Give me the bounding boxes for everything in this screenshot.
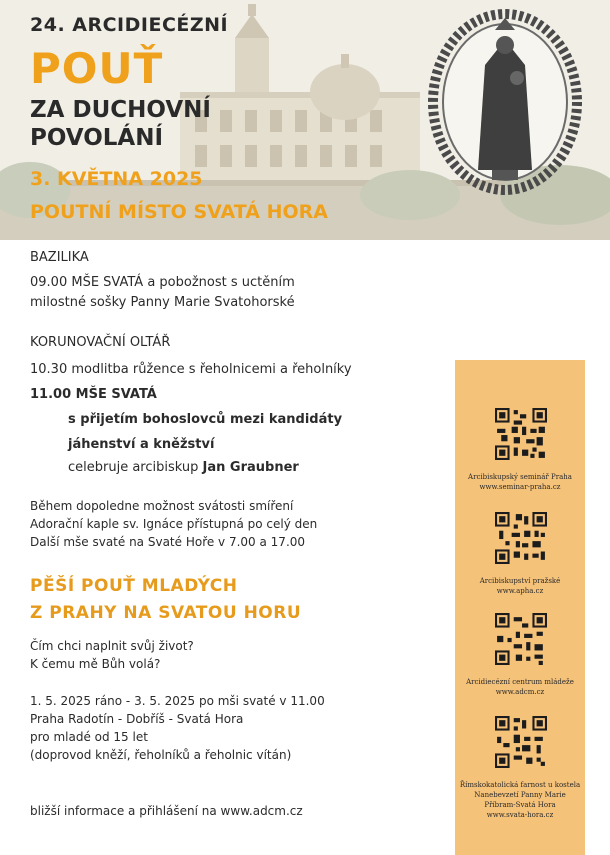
sidebar-caption-3 <box>455 677 585 697</box>
note-3: Další mše svaté na Svaté Hoře v 7.00 a 17.00 <box>30 535 306 549</box>
celebrant-prefix: celebruje arcibiskup <box>68 460 199 475</box>
qr-code-icon[interactable] <box>495 716 547 768</box>
header-line1: 24. ARCIDIECÉZNÍ <box>30 14 229 36</box>
sidebar-name-3: Arcidiecézní centrum mládeže <box>466 678 574 686</box>
youth-detail-3: pro mladé od 15 let <box>30 730 148 744</box>
oltar-line1: 10.30 modlitba růžence s řeholnicemi a řeholníky <box>30 362 352 377</box>
bazilika-line1: 09.00 MŠE SVATÁ a pobožnost s uctěním <box>30 275 295 290</box>
qr-code-icon[interactable] <box>495 408 547 460</box>
madonna-wreath-icon <box>433 14 577 190</box>
sidebar-url-3[interactable]: www.adcm.cz <box>495 688 545 696</box>
sidebar-name-4a: Římskokatolická farnost u kostela <box>459 781 581 789</box>
hero-banner <box>0 0 610 240</box>
youth-question-1: Čím chci naplnit svůj život? <box>30 639 194 653</box>
sidebar-url-4[interactable]: www.svata-hora.cz <box>486 811 554 819</box>
note-1: Během dopoledne možnost svátosti smíření <box>30 499 294 513</box>
header-date: 3. KVĚTNA 2025 <box>30 168 203 190</box>
sidebar-caption-4 <box>455 780 585 820</box>
youth-heading-1: PĚŠÍ POUŤ MLADÝCH <box>30 576 238 596</box>
sidebar-name-4b: Nanebevzetí Panny Marie <box>474 791 566 799</box>
sidebar-caption-2 <box>455 576 585 596</box>
youth-detail-1: 1. 5. 2025 ráno - 3. 5. 2025 po mši svaté v 11.00 <box>30 694 325 708</box>
qr-code-icon[interactable] <box>495 613 547 665</box>
youth-heading-2: Z PRAHY NA SVATOU HORU <box>30 603 302 623</box>
sidebar-name-4c: Příbram-Svatá Hora <box>484 801 556 809</box>
bazilika-heading: BAZILIKA <box>30 250 89 265</box>
qr-code-icon[interactable] <box>495 512 547 564</box>
note-2: Adorační kaple sv. Ignáce přístupná po celý den <box>30 517 318 531</box>
qr-sidebar <box>455 360 585 855</box>
oltar-line2: 11.00 MŠE SVATÁ <box>30 387 157 402</box>
header-line4: POVOLÁNÍ <box>30 125 164 151</box>
header-title: POUŤ <box>30 44 164 93</box>
oltar-line3: s přijetím bohoslovců mezi kandidáty <box>68 412 343 427</box>
oltar-line5 <box>68 460 299 476</box>
oltar-line4: jáhenství a kněžství <box>68 437 215 452</box>
youth-detail-2: Praha Radotín - Dobříš - Svatá Hora <box>30 712 244 726</box>
sidebar-name-1: Arcibiskupský seminář Praha <box>468 473 572 481</box>
bazilika-line2: milostné sošky Panny Marie Svatohorské <box>30 295 295 310</box>
oltar-heading: KORUNOVAČNÍ OLTÁŘ <box>30 335 171 350</box>
sidebar-url-2[interactable]: www.apha.cz <box>496 587 544 595</box>
celebrant-name: Jan Graubner <box>202 460 299 475</box>
header-place: POUTNÍ MÍSTO SVATÁ HORA <box>30 201 328 223</box>
info-link[interactable]: bližší informace a přihlášení na www.adcm.cz <box>30 804 303 818</box>
youth-detail-4: (doprovod kněží, řeholníků a řeholnic vítán) <box>30 748 292 762</box>
sidebar-name-2: Arcibiskupství pražské <box>479 577 561 585</box>
sidebar-url-1[interactable]: www.seminar-praha.cz <box>479 483 561 491</box>
sidebar-caption-1 <box>455 472 585 492</box>
youth-question-2: K čemu mě Bůh volá? <box>30 657 161 671</box>
header-line3: ZA DUCHOVNÍ <box>30 97 211 123</box>
